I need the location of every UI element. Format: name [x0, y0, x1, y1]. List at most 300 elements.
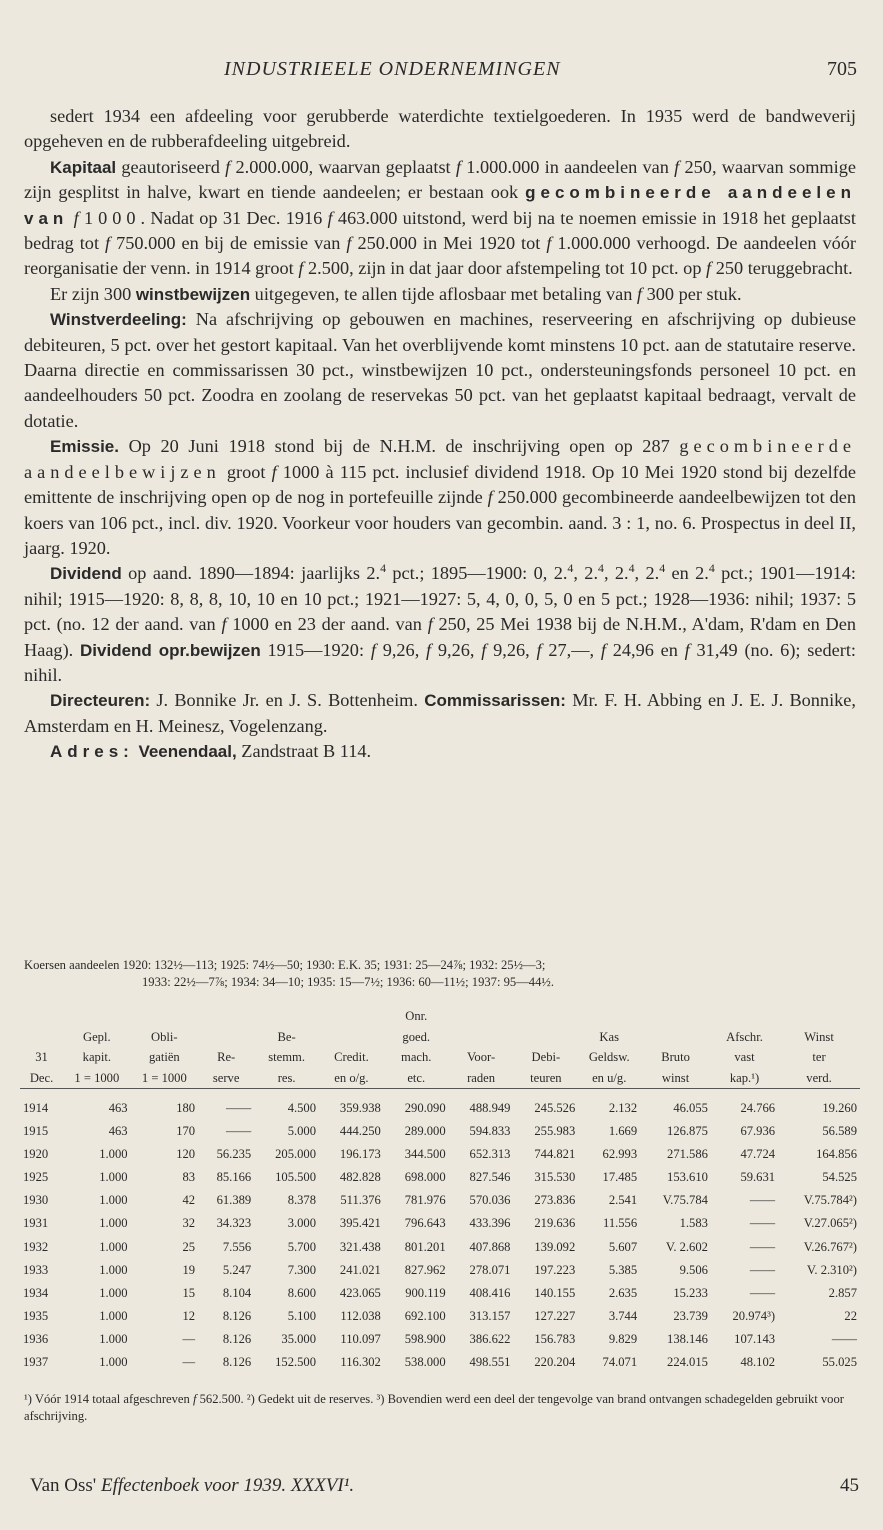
table-row — [20, 1120, 860, 1143]
table-cell: 62.993 — [602, 1147, 638, 1162]
table-cell: 698.000 — [404, 1170, 446, 1185]
table-cell: 313.157 — [469, 1308, 511, 1323]
table-header-cell — [131, 1006, 199, 1027]
table-cell: 5.000 — [287, 1124, 317, 1139]
text-run: f — [271, 461, 277, 482]
table-cell: 8.104 — [222, 1285, 252, 1300]
table-row — [20, 1305, 860, 1328]
text-run: Commissarissen: — [424, 691, 566, 711]
text-run: f — [706, 258, 712, 279]
table-cell: 423.065 — [339, 1285, 381, 1300]
text-run: 250, waarvan sommige zijn gesplitst in halve, kwart en tiende aandeelen; er bestaan ook — [24, 156, 856, 203]
table-cell: 25 — [182, 1239, 196, 1254]
table-cell: 245.526 — [534, 1101, 576, 1115]
text-run: geautoriseerd — [116, 156, 226, 177]
table-header-cell: Afschr. — [726, 1029, 763, 1044]
text-run: Emissie. — [50, 437, 119, 457]
text-run: gecombineerde aandeelen van — [24, 183, 856, 228]
table-header-cell: stemm. — [268, 1050, 305, 1064]
table-cell: 407.868 — [469, 1239, 511, 1254]
table-header — [20, 1006, 860, 1089]
text-run: f — [192, 1392, 197, 1406]
table-cell: 488.949 — [469, 1101, 511, 1115]
table-cell: 570.036 — [469, 1193, 511, 1208]
table-cell: 598.900 — [404, 1331, 446, 1346]
table-cell: 170 — [176, 1124, 196, 1139]
table-cell: 8.126 — [222, 1355, 252, 1370]
text-run: f — [674, 156, 680, 177]
table-header-cell — [20, 1027, 63, 1048]
body-text — [24, 104, 856, 765]
table-cell: V.75.784²) — [803, 1193, 857, 1208]
paragraph — [24, 307, 856, 434]
table-cell: —— — [226, 1124, 252, 1139]
table-cell: 359.938 — [339, 1101, 381, 1115]
table-header-cell — [449, 1027, 514, 1048]
table-cell: 1914 — [23, 1101, 49, 1115]
paragraph — [24, 434, 856, 561]
text-run: Adres: — [50, 742, 134, 762]
footer-publisher: Van Oss' — [30, 1475, 101, 1496]
table-cell: 67.936 — [740, 1124, 776, 1139]
table-cell: 1937 — [23, 1355, 49, 1370]
table-cell: 140.155 — [534, 1285, 576, 1300]
table-cell: 23.739 — [673, 1308, 708, 1323]
table-cell: 11.556 — [602, 1216, 638, 1231]
table-header-cell — [578, 1006, 640, 1027]
table-cell: 110.097 — [340, 1331, 381, 1346]
table-header-cell — [319, 1027, 384, 1048]
table-cell: 1.000 — [99, 1170, 128, 1185]
table-cell: 444.250 — [339, 1124, 381, 1139]
text-run: f — [221, 614, 227, 635]
table-header-cell: Re- — [217, 1050, 236, 1064]
table-cell: V.27.065²) — [803, 1216, 857, 1231]
table-cell: 12 — [182, 1308, 196, 1323]
text-run: . Nadat op 31 Dec. 1916 — [140, 207, 328, 228]
table-cell: V. 2.310²) — [806, 1262, 857, 1277]
table-cell: 24.766 — [740, 1101, 776, 1115]
table-header-row — [20, 1006, 860, 1027]
table-row — [20, 1143, 860, 1166]
text-run: Dividend opr.bewijzen — [80, 640, 261, 660]
table-cell: 5.607 — [608, 1239, 638, 1254]
text-run: 9,26, — [431, 639, 482, 660]
text-run: Er zijn 300 — [50, 283, 136, 304]
footer-page-number: 45 — [840, 1475, 859, 1496]
table-cell: 15.233 — [673, 1285, 708, 1300]
table-row — [20, 1328, 860, 1351]
text-run: f — [684, 639, 690, 660]
table-cell: 1932 — [23, 1239, 49, 1254]
table-cell: 17.485 — [602, 1170, 638, 1185]
text-run: 750.000 en bij de emissie van — [110, 233, 347, 254]
table-cell: 8.126 — [222, 1308, 252, 1323]
table-cell: 105.500 — [275, 1170, 317, 1185]
table-cell: 5.700 — [287, 1239, 317, 1254]
table-cell: 692.100 — [404, 1308, 446, 1323]
table-header-cell: goed. — [402, 1029, 431, 1044]
table-cell: 205.000 — [275, 1147, 317, 1162]
table-header-cell: Voor- — [466, 1050, 496, 1064]
text-run: Zandstraat B 114. — [236, 741, 372, 762]
table-header-cell: Winst — [804, 1029, 834, 1044]
table-cell: 138.146 — [667, 1331, 708, 1346]
text-run: 250, 25 Mei 1938 bij de N.H.M., A'dam, R'dam en Den Haag). — [24, 614, 856, 660]
table-cell: 20.974³) — [732, 1308, 776, 1323]
table-cell: 827.546 — [469, 1170, 511, 1185]
table-cell: 9.506 — [679, 1262, 708, 1277]
table-cell: 538.000 — [404, 1355, 446, 1370]
table-cell: 56.589 — [822, 1124, 857, 1139]
text-run: 1000 à 115 pct. inclusief dividend 1918. Op 10 Mei 1920 stond bij dezelfde emittente de inschrijving open op de nog in portefeuille zijnde — [24, 461, 856, 508]
table-header-cell — [778, 1006, 860, 1027]
table-header-cell — [20, 1006, 63, 1027]
table-cell: 744.821 — [534, 1147, 576, 1162]
table-cell: 7.556 — [222, 1239, 252, 1254]
table-cell: 463 — [108, 1124, 128, 1139]
text-run: 4 — [628, 561, 635, 576]
text-run: pct.; 1895—1900: 0, 2. — [386, 563, 568, 584]
table-cell: 2.132 — [608, 1101, 638, 1115]
text-run: 250.000 gecombineerde aandeelbewijzen tot den koers van 106 pct., incl. div. 1920. Voorkeur voor houders van gecombin. aand. 3 : 1, no. 6. Prospectus in deel II, jaarg. 1920. — [24, 487, 856, 558]
text-run: op aand. 1890—1894: jaarlijks 2. — [121, 563, 381, 584]
table-cell: 652.313 — [469, 1147, 511, 1162]
table-cell: 255.983 — [534, 1124, 576, 1139]
table-header-cell — [513, 1027, 578, 1048]
table-header-cell: mach. — [401, 1050, 432, 1064]
table-cell: 61.389 — [216, 1193, 252, 1208]
table-cell: —— — [831, 1331, 857, 1346]
text-run: f — [481, 639, 487, 660]
table-cell: 1915 — [23, 1124, 49, 1139]
table-cell: 22 — [844, 1308, 857, 1323]
table-cell: 9.829 — [608, 1331, 638, 1346]
table-cell: 1.000 — [99, 1239, 128, 1254]
text-run: 1.000.000 in aandeelen van — [461, 156, 675, 177]
table-cell: 85.166 — [216, 1170, 252, 1185]
text-run: f — [298, 258, 304, 279]
table-cell: —— — [749, 1193, 776, 1208]
text-run: 9,26, — [375, 639, 427, 660]
table-row — [20, 1351, 860, 1374]
text-run: 4 — [598, 561, 604, 576]
table-cell: 1.583 — [679, 1216, 708, 1231]
table-header-row — [20, 1047, 860, 1068]
table-cell: 3.000 — [287, 1216, 317, 1231]
table-cell: 1.000 — [99, 1216, 128, 1231]
text-run: 562.500. ²) Gedekt uit de reserves. ³) Bovendien werd een deel der tengevolge van brand ontvangen schadegelden gebruikt voor afschrijving. — [24, 1392, 844, 1423]
table-cell: 1933 — [23, 1262, 49, 1277]
table-header-cell: gatiën — [148, 1050, 180, 1064]
table-cell: 197.223 — [534, 1262, 576, 1277]
table-row — [20, 1089, 860, 1121]
table-header-cell: 1 = 1000 — [63, 1068, 131, 1089]
table-cell: 463 — [108, 1101, 128, 1115]
table-cell: 395.421 — [339, 1216, 381, 1231]
table-header-cell: Dec. — [20, 1068, 63, 1089]
table-header-cell — [640, 1027, 711, 1048]
table-cell: 15 — [182, 1285, 196, 1300]
table-header-cell — [513, 1006, 578, 1027]
table-cell: 1.000 — [99, 1262, 128, 1277]
table-cell: 164.856 — [816, 1147, 857, 1162]
table-header-cell: en o/g. — [319, 1068, 384, 1089]
table-header-cell: Obli- — [151, 1029, 178, 1044]
table-header-cell — [198, 1027, 254, 1048]
table-header-cell: 31 — [35, 1050, 48, 1064]
text-run: pct.; 1901—1914: nihil; 1915—1920: 8, 8, 8, 10, 10 en 10 pct.; 1921—1927: 5, 4, 0, 0, 5, 0 en 5 pct.; 1928—1936: nihil; 1937: 5 pct. (no. 12 der aand. van — [24, 563, 857, 635]
table-header-cell — [640, 1006, 711, 1027]
table-cell: 289.000 — [404, 1124, 446, 1139]
table-cell: 273.836 — [534, 1193, 576, 1208]
table-cell: 3.744 — [608, 1308, 638, 1323]
table-cell: 1.000 — [99, 1355, 128, 1370]
text-run: en 2. — [665, 563, 709, 584]
table-cell: 1930 — [23, 1193, 49, 1208]
table-cell: V.26.767²) — [803, 1239, 857, 1254]
text-run: 4 — [567, 561, 574, 576]
running-head-title: INDUSTRIEELE ONDERNEMINGEN — [224, 58, 561, 80]
table-header-cell: res. — [254, 1068, 319, 1089]
text-run: Veenendaal, — [138, 742, 237, 762]
table-cell: 498.551 — [469, 1355, 511, 1370]
table-cell: 220.204 — [534, 1355, 576, 1370]
paragraph — [24, 155, 856, 282]
text-run: 24,96 en — [605, 639, 685, 660]
table-cell: 344.500 — [404, 1147, 446, 1162]
text-run: Op 20 Juni 1918 stond bij de N.H.M. de inschrijving open op 287 — [119, 436, 680, 457]
table-header-cell: winst — [640, 1068, 711, 1089]
text-run: winstbewijzen — [135, 284, 251, 304]
text-run: ¹) Vóór 1914 totaal afgeschreven — [24, 1392, 193, 1406]
text-run: 9,26, — [486, 639, 537, 660]
table-cell: 433.396 — [469, 1216, 511, 1231]
table-cell: 196.173 — [339, 1147, 381, 1162]
table-cell: 801.201 — [404, 1239, 446, 1254]
text-run: 27,—, — [541, 639, 601, 660]
table-cell: 112.038 — [340, 1308, 381, 1323]
text-run: f — [487, 487, 493, 508]
table-header-cell: Onr. — [405, 1009, 428, 1023]
table-header-cell: serve — [198, 1068, 254, 1089]
footer-publication — [30, 1475, 354, 1496]
text-run: f — [536, 639, 542, 660]
table-cell: 42 — [182, 1193, 196, 1208]
text-run: 1000 en 23 der aand. van — [226, 614, 428, 635]
table-header-cell: teuren — [513, 1068, 578, 1089]
table-cell: 321.438 — [339, 1239, 381, 1254]
table-cell: 1920 — [23, 1147, 49, 1162]
text-run: Mr. F. H. Abbing en J. E. J. Bonnike, Amsterdam en H. Meinesz, Vogelenzang. — [24, 690, 856, 736]
table-header-cell — [449, 1006, 514, 1027]
table-cell: 34.323 — [216, 1216, 252, 1231]
table-cell: 116.302 — [340, 1355, 381, 1370]
table-cell: 271.586 — [667, 1147, 708, 1162]
table-cell: 46.055 — [673, 1101, 708, 1115]
table-cell: 8.600 — [287, 1285, 317, 1300]
table-header-cell: raden — [449, 1068, 514, 1089]
koersen-block — [24, 957, 864, 991]
table-header-cell: Geldsw. — [588, 1050, 630, 1064]
table-cell: 54.525 — [822, 1170, 857, 1185]
table-cell: 19.260 — [822, 1101, 857, 1115]
table-cell: 386.622 — [469, 1331, 511, 1346]
text-run: Dividend — [50, 564, 122, 584]
koersen-line-1: Koersen aandeelen 1920: 132½—113; 1925: 74½—50; 1930: E.K. 35; 1931: 25—24⅞; 1932: 25½—3; — [24, 958, 546, 972]
table-row — [20, 1259, 860, 1282]
table-row — [20, 1236, 860, 1259]
text-run: f — [105, 233, 111, 254]
table-cell: 4.500 — [287, 1101, 317, 1115]
table-cell: 2.541 — [608, 1193, 638, 1208]
table-cell: 5.100 — [287, 1308, 317, 1323]
table-cell: 594.833 — [469, 1124, 511, 1139]
text-run: 1915—1920: — [260, 639, 371, 660]
text-run: f — [636, 283, 643, 304]
table-cell: 180 — [176, 1101, 196, 1115]
text-run: 4 — [380, 561, 387, 576]
koersen-line-2: 1933: 22½—7⅞; 1934: 34—10; 1935: 15—7½; 1936: 60—11½; 1937: 95—44½. — [142, 975, 554, 989]
table-header-row — [20, 1068, 860, 1089]
table-header-cell: Be- — [277, 1029, 296, 1044]
table-header-cell: verd. — [778, 1068, 860, 1089]
paragraph — [24, 282, 856, 307]
table-header-cell: Debi- — [531, 1050, 561, 1064]
table-cell: 126.875 — [667, 1124, 708, 1139]
text-run: 1000 — [83, 207, 141, 228]
table-header-cell — [319, 1006, 384, 1027]
table-cell: 47.724 — [740, 1147, 776, 1162]
table-cell: V. 2.602 — [665, 1239, 708, 1254]
paragraph — [24, 688, 856, 739]
table-header-cell — [711, 1006, 778, 1027]
table-cell: 796.643 — [404, 1216, 446, 1231]
text-run: J. Bonnike Jr. en J. S. Bottenheim. — [150, 690, 425, 711]
table-cell: 241.021 — [339, 1262, 381, 1277]
table-cell: 781.976 — [404, 1193, 446, 1208]
table-header-cell: kap.¹) — [711, 1068, 778, 1089]
table-header-cell: Gepl. — [83, 1029, 111, 1044]
text-run: 250 teruggebracht. — [711, 258, 853, 279]
table-cell: 7.300 — [287, 1262, 317, 1277]
table-cell: 107.143 — [734, 1331, 776, 1346]
table-cell: 2.857 — [828, 1285, 857, 1300]
table-cell: 120 — [176, 1147, 196, 1162]
table-header-cell: 1 = 1000 — [131, 1068, 199, 1089]
table-header-cell: Credit. — [334, 1050, 369, 1064]
text-run: , 2. — [634, 563, 660, 584]
table-header-cell: kapit. — [82, 1050, 111, 1064]
table-cell: 83 — [182, 1170, 196, 1185]
table-cell: 8.378 — [287, 1193, 317, 1208]
table-cell: 139.092 — [534, 1239, 576, 1254]
table-cell: 290.090 — [404, 1101, 446, 1115]
table-cell: —— — [226, 1101, 252, 1115]
page-footer — [30, 1475, 859, 1497]
table-cell: 900.119 — [405, 1285, 446, 1300]
table-cell: — — [182, 1355, 196, 1370]
table-cell: — — [182, 1331, 196, 1346]
text-run: 31,49 (no. 6); sedert: nihil. — [24, 639, 856, 685]
table-cell: 8.126 — [222, 1331, 252, 1346]
table-cell: 127.227 — [534, 1308, 576, 1323]
paragraph — [24, 561, 856, 688]
table-cell: 153.610 — [667, 1170, 708, 1185]
text-run: Directeuren: — [50, 691, 151, 711]
text-run: f — [225, 156, 231, 177]
table-cell: 1934 — [23, 1285, 49, 1300]
text-run: 1.000.000 verhoogd. De aandeelen vóór reorganisatie der venn. in 1914 groot — [24, 233, 856, 279]
text-run: f — [426, 639, 432, 660]
text-run: 2.500, zijn in dat jaar door afstempeling tot 10 pct. op — [303, 258, 707, 279]
text-run: f — [600, 639, 606, 660]
table-cell: 482.828 — [339, 1170, 381, 1185]
table-header-cell — [63, 1006, 131, 1027]
table-cell: 48.102 — [740, 1355, 776, 1370]
table-header-cell: en u/g. — [578, 1068, 640, 1089]
table-cell: 152.500 — [275, 1355, 317, 1370]
text-run: f — [546, 233, 552, 254]
table-cell: 74.071 — [602, 1355, 638, 1370]
text-run: f — [370, 639, 376, 660]
table-cell: 2.635 — [608, 1285, 638, 1300]
table-cell: 224.015 — [667, 1355, 708, 1370]
table-row — [20, 1282, 860, 1305]
table-row — [20, 1166, 860, 1189]
text-run: 300 per stuk. — [642, 283, 742, 304]
text-run: Na afschrijving op gebouwen en machines, reserveering en afschrijving op dubieuse debiteuren, 5 pct. over het gestort kapitaal. Van het overblijvende komt minstens 10 pct. aan de statutaire reserve. Daarna directie en commissarissen 30 pct., winstbewijzen 10 pct., ondersteuningsfonds personeel 10 pct. en aandeelhouders 50 pct. Zoodra en zoolang de reservekas 50 pct. van het geplaatst kapitaal bedraagt, vervalt de dotatie. — [24, 309, 856, 431]
table-header-row — [20, 1027, 860, 1048]
table-header-cell: etc. — [384, 1068, 449, 1089]
table-cell: 219.636 — [534, 1216, 576, 1231]
table-header-cell: ter — [812, 1050, 826, 1064]
table-cell: 1.000 — [99, 1193, 128, 1208]
table-cell: 1.000 — [99, 1285, 128, 1300]
text-run: f — [73, 207, 79, 228]
table-cell: 1925 — [23, 1170, 49, 1185]
table-header-cell: vast — [734, 1050, 755, 1064]
paragraph — [24, 739, 856, 764]
table-cell: 19 — [182, 1262, 196, 1277]
footer-book-title: Effectenboek voor 1939. XXXVI¹. — [100, 1475, 355, 1496]
table-cell: —— — [749, 1216, 776, 1231]
text-run: f — [346, 233, 352, 254]
text-run: Winstverdeeling: — [50, 310, 187, 330]
table-cell: 55.025 — [822, 1355, 857, 1370]
table-cell: 5.385 — [608, 1262, 638, 1277]
footnotes — [24, 1391, 864, 1425]
table-row — [20, 1189, 860, 1212]
text-run: , 2. — [603, 563, 629, 584]
table-cell: 156.783 — [534, 1331, 576, 1346]
table-cell: 32 — [182, 1216, 196, 1231]
text-run: f — [455, 156, 461, 177]
text-run: gecombineerde aandeelbewijzen — [24, 436, 856, 482]
text-run: 2.000.000, waarvan geplaatst — [230, 156, 456, 177]
text-run: groot — [220, 461, 272, 482]
text-run: 250.000 in Mei 1920 tot — [351, 233, 547, 254]
table-header-cell: Kas — [599, 1029, 620, 1044]
table-cell: V.75.784 — [662, 1193, 708, 1208]
page-number: 705 — [827, 58, 857, 80]
table-cell: 278.071 — [469, 1262, 511, 1277]
table-cell: 408.416 — [469, 1285, 511, 1300]
table-cell: 1.000 — [99, 1331, 128, 1346]
financial-table — [20, 1006, 860, 1374]
table-header-cell — [198, 1006, 254, 1027]
text-run: 4 — [659, 561, 666, 576]
